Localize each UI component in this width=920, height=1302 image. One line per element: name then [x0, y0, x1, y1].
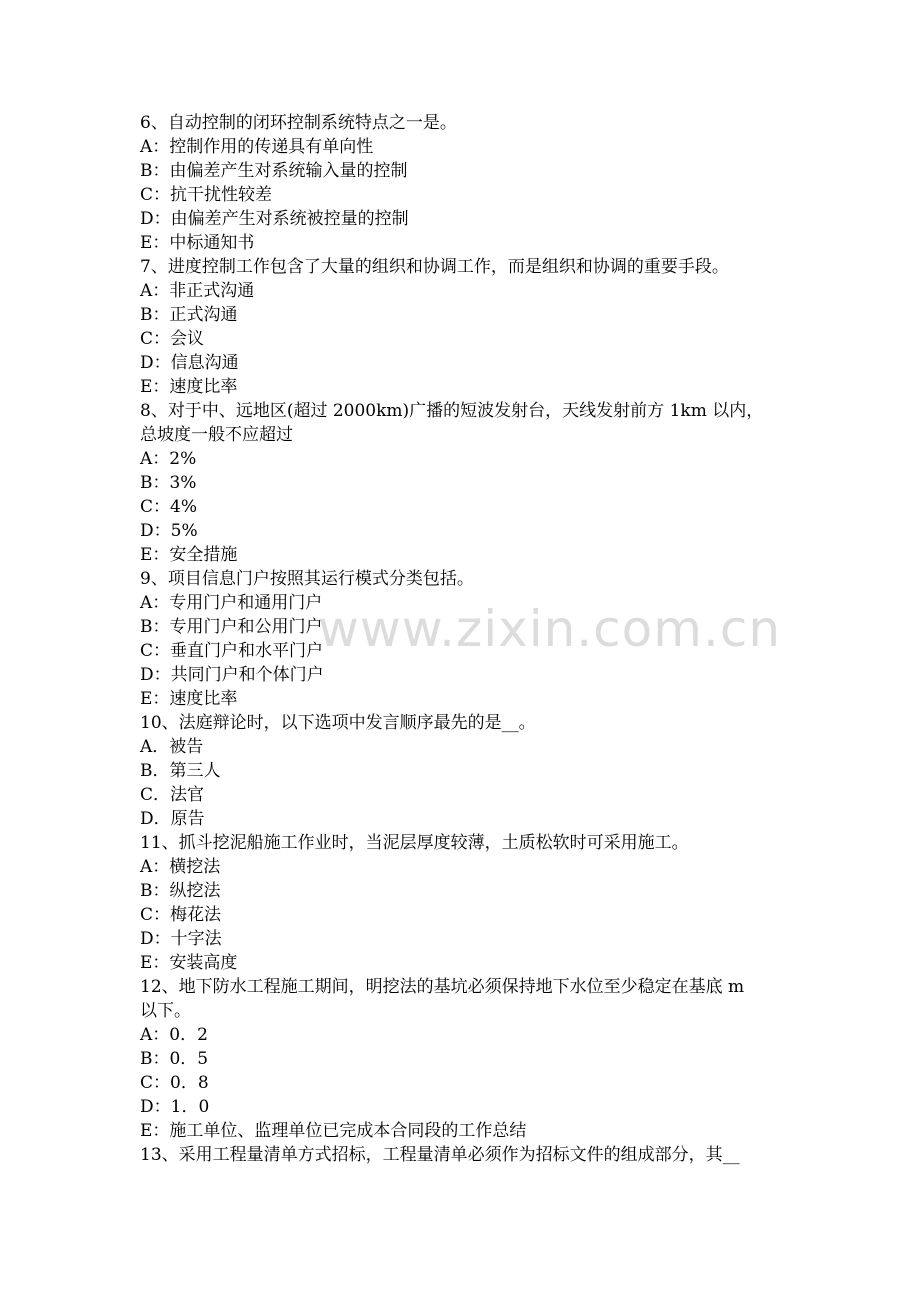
text-line: E：速度比率: [140, 377, 238, 397]
text-line: 13、采用工程量清单方式招标，工程量清单必须作为招标文件的组成部分，其__: [140, 1145, 740, 1165]
text-line: 总坡度一般不应超过: [140, 425, 293, 445]
text-line: A：控制作用的传递具有单向性: [140, 137, 374, 157]
text-line: E：中标通知书: [140, 233, 255, 253]
text-line: B：由偏差产生对系统输入量的控制: [140, 161, 408, 181]
text-line: D：共同门户和个体门户: [140, 665, 324, 685]
text-line: C：会议: [140, 329, 205, 349]
text-line: D：十字法: [140, 929, 222, 949]
text-line: A：0．2: [140, 1025, 208, 1045]
text-line: D：1．0: [140, 1097, 210, 1117]
text-line: B．第三人: [140, 761, 221, 781]
text-line: A：非正式沟通: [140, 281, 255, 301]
text-line: 12、地下防水工程施工期间，明挖法的基坑必须保持地下水位至少稳定在基底 m: [140, 977, 745, 997]
text-line: B：3%: [140, 473, 197, 493]
text-line: E：安全措施: [140, 545, 238, 565]
text-line: E：安装高度: [140, 953, 238, 973]
text-line: C：抗干扰性较差: [140, 185, 273, 205]
text-line: E：速度比率: [140, 689, 238, 709]
text-line: C．法官: [140, 785, 205, 805]
text-line: 8、对于中、远地区(超过 2000km)广播的短波发射台，天线发射前方 1km 以内，: [140, 401, 764, 421]
text-line: A：横挖法: [140, 857, 221, 877]
text-line: 10、法庭辩论时，以下选项中发言顺序最先的是__。: [140, 713, 536, 733]
text-line: E：施工单位、监理单位已完成本合同段的工作总结: [140, 1121, 527, 1141]
text-line: D：信息沟通: [140, 353, 239, 373]
text-line: 以下。: [140, 1001, 191, 1021]
text-line: B：正式沟通: [140, 305, 238, 325]
watermark: www.zixin.com.cn: [318, 600, 782, 658]
document-body: [140, 111, 800, 1167]
text-line: D：5%: [140, 521, 198, 541]
text-line: A：2%: [140, 449, 197, 469]
text-line: 6、自动控制的闭环控制系统特点之一是。: [140, 113, 457, 133]
text-line: B：专用门户和公用门户: [140, 617, 323, 637]
text-line: C：梅花法: [140, 905, 222, 925]
text-line: A：专用门户和通用门户: [140, 593, 323, 613]
text-line: D．原告: [140, 809, 205, 829]
text-line: 9、项目信息门户按照其运行模式分类包括。: [140, 569, 474, 589]
text-line: B：0．5: [140, 1049, 209, 1069]
text-line: C：垂直门户和水平门户: [140, 641, 324, 661]
text-line: C：0．8: [140, 1073, 209, 1093]
text-line: 7、进度控制工作包含了大量的组织和协调工作，而是组织和协调的重要手段。: [140, 257, 729, 277]
text-line: A．被告: [140, 737, 204, 757]
text-line: C：4%: [140, 497, 197, 517]
text-line: 11、抓斗挖泥船施工作业时，当泥层厚度较薄，土质松软时可采用施工。: [140, 833, 689, 853]
text-line: B：纵挖法: [140, 881, 221, 901]
text-line: D：由偏差产生对系统被控量的控制: [140, 209, 409, 229]
